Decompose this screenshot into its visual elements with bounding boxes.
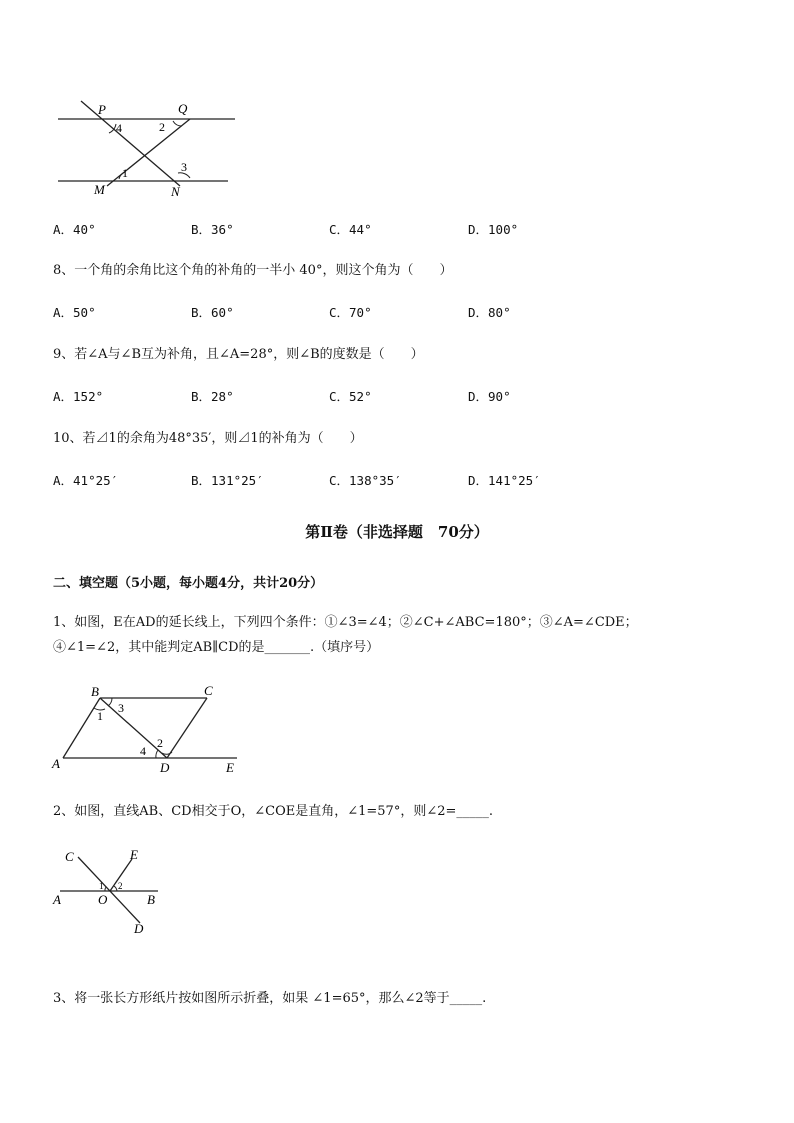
label-p: P bbox=[98, 102, 106, 117]
q9-stem: 9、若∠A与∠B互为补角，且∠A=28°，则∠B的度数是（ ） bbox=[53, 347, 424, 362]
label-b: B bbox=[91, 684, 99, 699]
angle-4-label: 4 bbox=[116, 121, 122, 135]
label-q: Q bbox=[178, 101, 188, 116]
angle-4-label: 4 bbox=[140, 744, 146, 758]
q10-option-c: C．138°35′ bbox=[329, 473, 402, 488]
angle-2-label: 2 bbox=[157, 736, 163, 750]
part-two-title: 第Ⅱ卷（非选择题 70分） bbox=[305, 523, 489, 541]
segment-cd bbox=[167, 698, 207, 758]
angle-2-label: 2 bbox=[118, 881, 123, 891]
q9-option-d: D．90° bbox=[468, 389, 511, 404]
line-pn bbox=[81, 101, 180, 186]
section-two-heading: 二、填空题（5小题，每小题4分，共计20分） bbox=[53, 576, 324, 591]
q7-option-c: C．44° bbox=[329, 222, 372, 237]
q7-option-d: D．100° bbox=[468, 222, 519, 237]
q10-option-a: A．41°25′ bbox=[53, 473, 119, 488]
q8-option-d: D．80° bbox=[468, 305, 511, 320]
segment-ab bbox=[63, 698, 100, 758]
q8-option-b: B．60° bbox=[191, 305, 234, 320]
q9-option-c: C．52° bbox=[329, 389, 372, 404]
label-c: C bbox=[65, 849, 74, 864]
q7-option-a: A．40° bbox=[53, 222, 96, 237]
figure-parallelogram-abcde bbox=[50, 682, 245, 777]
label-d: D bbox=[160, 760, 170, 775]
line-cd bbox=[78, 857, 140, 923]
q10-option-d: D．141°25′ bbox=[468, 473, 541, 488]
label-e: E bbox=[226, 760, 234, 775]
q8-option-c: C．70° bbox=[329, 305, 372, 320]
label-a: A bbox=[53, 892, 61, 907]
q10-option-b: B．131°25′ bbox=[191, 473, 264, 488]
label-o: O bbox=[98, 892, 108, 907]
angle-1-label: 1 bbox=[99, 881, 104, 891]
label-d: D bbox=[134, 921, 144, 936]
fill-q1-line2: ④∠1=∠2，其中能判定AB∥CD的是_______.（填序号） bbox=[53, 640, 380, 655]
label-m: M bbox=[94, 182, 105, 197]
q8-option-a: A．50° bbox=[53, 305, 96, 320]
q10-stem: 10、若⊿1的余角为48°35′，则⊿1的补角为（ ） bbox=[53, 431, 363, 446]
angle-3-label: 3 bbox=[118, 701, 124, 715]
angle-2-label: 2 bbox=[159, 120, 165, 134]
q7-option-b: B．36° bbox=[191, 222, 234, 237]
q8-stem: 8、一个角的余角比这个角的补角的一半小 40°，则这个角为（ ） bbox=[53, 263, 453, 278]
figure-intersecting-lines-o bbox=[48, 845, 168, 940]
q9-option-a: A．152° bbox=[53, 389, 104, 404]
label-e: E bbox=[130, 847, 138, 862]
angle-1-label: 1 bbox=[122, 166, 128, 180]
label-b: B bbox=[147, 892, 155, 907]
fill-q1-line1: 1、如图，E在AD的延长线上，下列四个条件：①∠3=∠4；②∠C+∠ABC=180°；③∠A=∠CDE； bbox=[53, 615, 638, 630]
label-c: C bbox=[204, 683, 213, 698]
label-a: A bbox=[52, 756, 60, 771]
q9-option-b: B．28° bbox=[191, 389, 234, 404]
fill-q2-stem: 2、如图，直线AB、CD相交于O，∠COE是直角，∠1=57°，则∠2=_____. bbox=[53, 804, 494, 819]
figure-parallel-lines-pqmn bbox=[50, 96, 235, 200]
angle-1-label: 1 bbox=[97, 709, 103, 723]
fill-q3-stem: 3、将一张长方形纸片按如图所示折叠，如果 ∠1=65°，那么∠2等于_____. bbox=[53, 991, 487, 1006]
angle-3-label: 3 bbox=[181, 160, 187, 174]
label-n: N bbox=[171, 184, 180, 199]
